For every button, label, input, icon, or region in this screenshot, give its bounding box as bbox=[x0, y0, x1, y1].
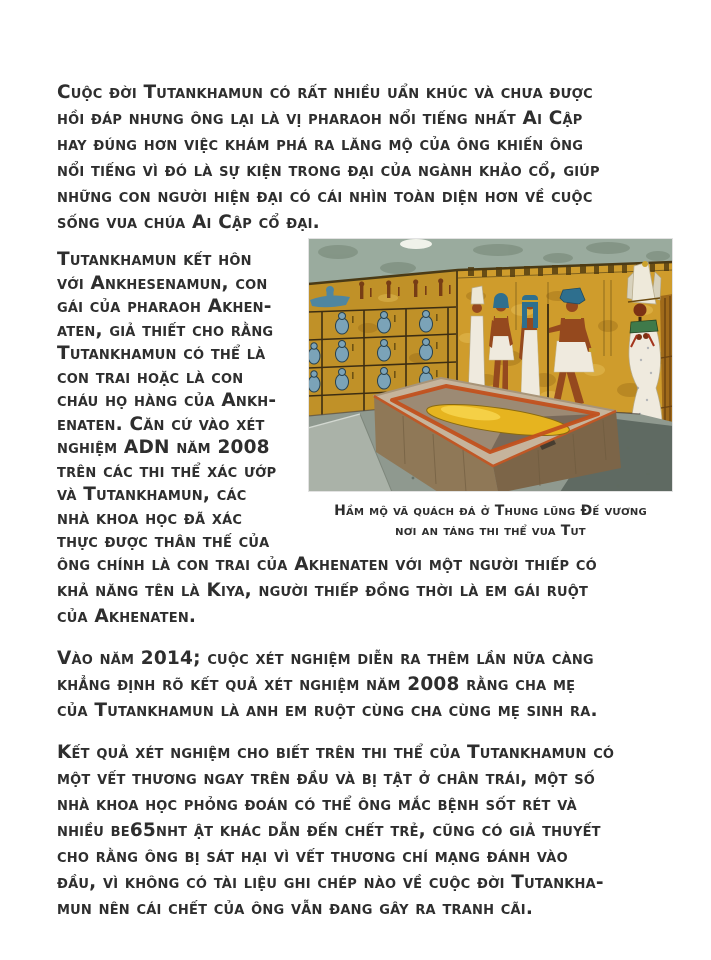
text-line: và Tutankhamun, các bbox=[57, 484, 247, 505]
paragraph-2-full bbox=[57, 552, 597, 630]
paragraph-1 bbox=[57, 80, 600, 236]
text-line: aten, giả thiết cho rằng bbox=[57, 319, 274, 341]
text-line: nhiều be65nht ật khác dẫn đến chết trẻ, cũng có giả thuyết bbox=[57, 820, 601, 841]
text-line: khả năng tên là Kiya, người thiếp đồng thời là em gái ruột bbox=[57, 580, 589, 601]
text-line: những con người hiện đại có cái nhìn toàn diện hơn về cuộc bbox=[57, 186, 593, 207]
text-line: với Ankhesenamun, con bbox=[57, 272, 268, 294]
text-line: cho rằng ông bị sát hại vì vết thương chí mạng đánh vào bbox=[57, 846, 568, 867]
caption-line: nơi an táng thi thể vua Tut bbox=[395, 523, 586, 539]
text-line: Kết quả xét nghiệm cho biết trên thi thể của Tutankhamun có bbox=[57, 742, 615, 763]
text-line: của Akhenaten. bbox=[57, 606, 197, 627]
paragraph-3 bbox=[57, 646, 598, 724]
text-line: hay đúng hơn việc khám phá ra lăng mộ của ông khiến ông bbox=[57, 134, 584, 155]
text-line: một vết thương ngay trên đầu và bị tật ở chân trái, một số bbox=[57, 768, 596, 789]
caption-line: Hầm mộ vã quách đá ở Thung lũng Đế vương bbox=[334, 503, 647, 519]
text-line: hồi đáp nhưng ông lại là vị pharaoh nổi tiếng nhất Ai Cập bbox=[57, 108, 583, 129]
text-line: enaten. Căn cứ vào xét bbox=[57, 413, 265, 435]
text-line: Cuộc đời Tutankhamun có rất nhiều uẩn khúc và chưa được bbox=[57, 82, 593, 103]
text-line: nhà khoa học phỏng đoán có thể ông mắc bệnh sốt rét và bbox=[57, 794, 577, 815]
text-line: đầu, vì không có tài liệu ghi chép nào về cuộc đời Tutankha- bbox=[57, 872, 604, 893]
text-line: khẳng định rõ kết quả xét nghiệm năm 2008 rằng cha mẹ bbox=[57, 674, 576, 695]
text-line: trên các thi thể xác ướp bbox=[57, 460, 277, 482]
text-line: cháu họ hàng của Ankh- bbox=[57, 390, 277, 411]
paragraph-4 bbox=[57, 740, 614, 922]
text-line: sống vua chúa Ai Cập cổ đại. bbox=[57, 212, 320, 233]
text-line: Tutankhamun có thể là bbox=[57, 343, 266, 364]
text-line: mun nên cái chết của ông vẫn đang gây ra tranh cãi. bbox=[57, 898, 534, 919]
photo-caption bbox=[308, 501, 673, 541]
text-line: thực được thân thế của bbox=[57, 531, 270, 552]
text-line: của Tutankhamun là anh em ruột cùng cha cùng mẹ sinh ra. bbox=[57, 700, 598, 721]
tomb-photo bbox=[308, 238, 673, 492]
text-line: con trai hoặc là con bbox=[57, 366, 244, 388]
text-line: Tutankhamun kết hôn bbox=[57, 249, 252, 270]
text-line: gái của pharaoh Akhen- bbox=[57, 296, 272, 317]
text-line: nhà khoa học đã xác bbox=[57, 507, 243, 529]
text-line: ông chính là con trai của Akhenaten với một người thiếp có bbox=[57, 554, 597, 575]
text-line: Vào năm 2014; cuộc xét nghiệm diễn ra thêm lần nữa càng bbox=[57, 648, 594, 669]
paragraph-2-column bbox=[57, 248, 276, 554]
text-line: nổi tiếng vì đó là sự kiện trong đại của ngành khảo cổ, giúp bbox=[57, 160, 600, 181]
text-line: nghiệm ADN năm 2008 bbox=[57, 437, 270, 458]
